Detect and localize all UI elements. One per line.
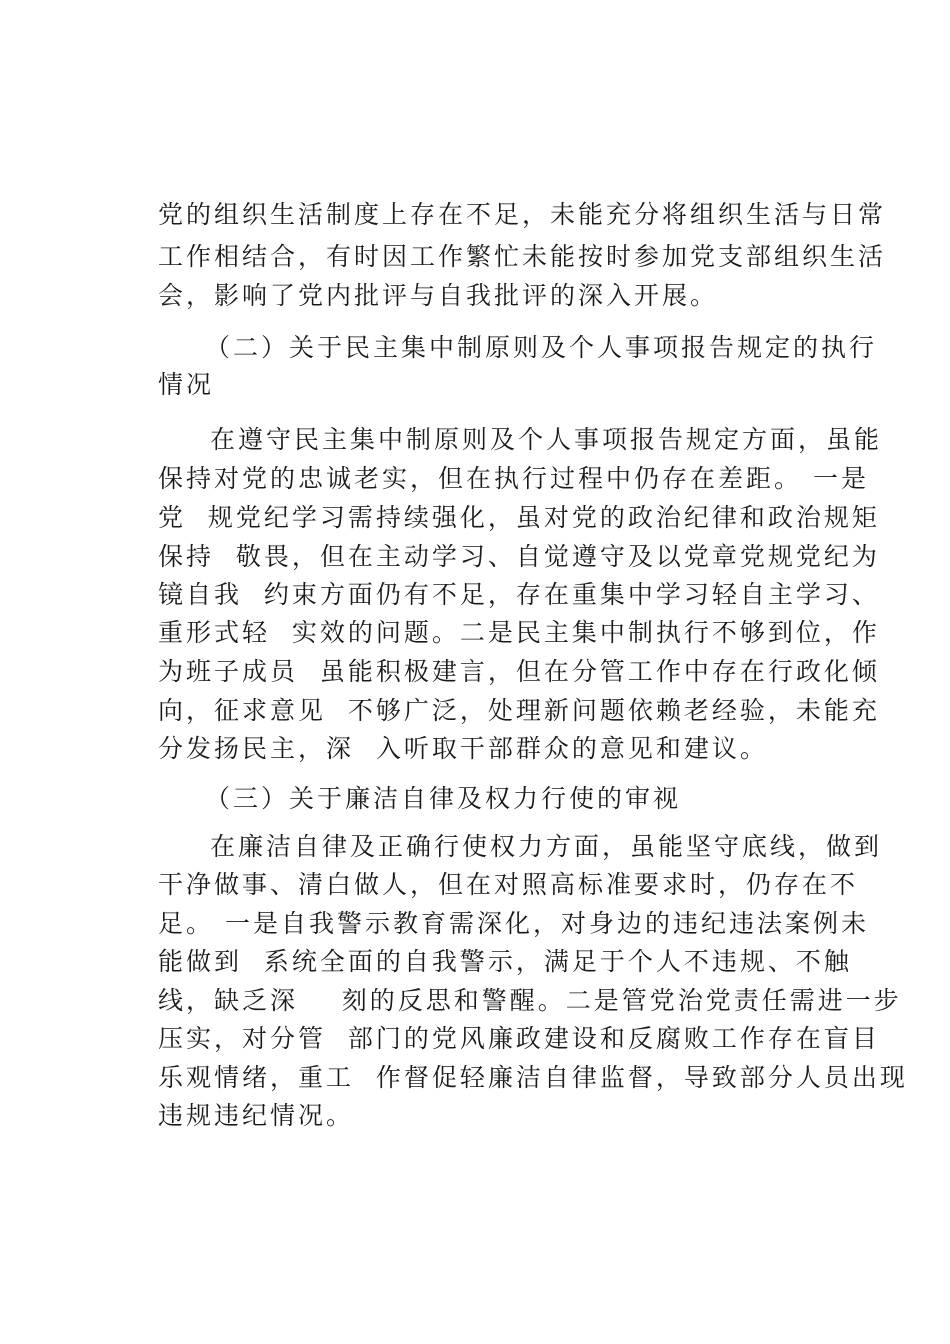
body-text-line: 乐观情绪，重工 作督促轻廉洁自律监督，导致部分人员出现 xyxy=(158,1063,908,1092)
body-text-line: 足。 一是自我警示教育需深化，对身边的违纪违法案例未 xyxy=(158,909,869,938)
body-text-line: 镜自我 约束方面仍有不足，存在重集中学习轻自主学习、 xyxy=(158,580,880,609)
section-heading: （三）关于廉洁自律及权力行使的审视 xyxy=(205,784,682,813)
section-heading: （二）关于民主集中制原则及个人事项报告规定的执行 xyxy=(205,333,878,362)
body-text-line: 能做到 系统全面的自我警示，满足于个人不违规、不触 xyxy=(158,947,852,976)
section-heading: 情况 xyxy=(158,370,215,399)
body-text-line: 为班子成员 虽能积极建言，但在分管工作中存在行政化倾 xyxy=(158,657,880,686)
body-text-line: 在遵守民主集中制原则及个人事项报告规定方面，虽能 xyxy=(210,425,883,454)
body-text-line: 干净做事、清白做人，但在对照高标准要求时，仍存在不 xyxy=(158,870,859,899)
body-text-line: 压实，对分管 部门的党风廉政建设和反腐败工作存在盲目 xyxy=(158,1024,880,1053)
body-text-line: 线，缺乏深 刻的反思和警醒。二是管党治党责任需进一步 xyxy=(158,986,902,1015)
body-text-line: 在廉洁自律及正确行使权力方面，虽能坚守底线，做到 xyxy=(210,832,883,861)
body-text-line: 保持 敬畏，但在主动学习、自觉遵守及以党章党规党纪为 xyxy=(158,542,880,571)
body-text-line: 党 规党纪学习需持续强化，虽对党的政治纪律和政治规矩 xyxy=(158,503,880,532)
body-text-line: 分发扬民主，深 入听取干部群众的意见和建议。 xyxy=(158,734,768,763)
body-text-line: 保持对党的忠诚老实，但在执行过程中仍存在差距。 一是 xyxy=(158,464,869,493)
body-text-line: 违规违纪情况。 xyxy=(158,1101,355,1130)
body-text-line: 向，征求意见 不够广泛，处理新问题依赖老经验，未能充 xyxy=(158,696,880,725)
body-text-line: 重形式轻 实效的问题。二是民主集中制执行不够到位，作 xyxy=(158,618,880,647)
body-text-line: 会，影响了党内批评与自我批评的深入开展。 xyxy=(158,281,719,310)
body-text-line: 工作相结合，有时因工作繁忙未能按时参加党支部组织生活 xyxy=(158,242,887,271)
body-text-line: 党的组织生活制度上存在不足，未能充分将组织生活与日常 xyxy=(158,200,887,229)
